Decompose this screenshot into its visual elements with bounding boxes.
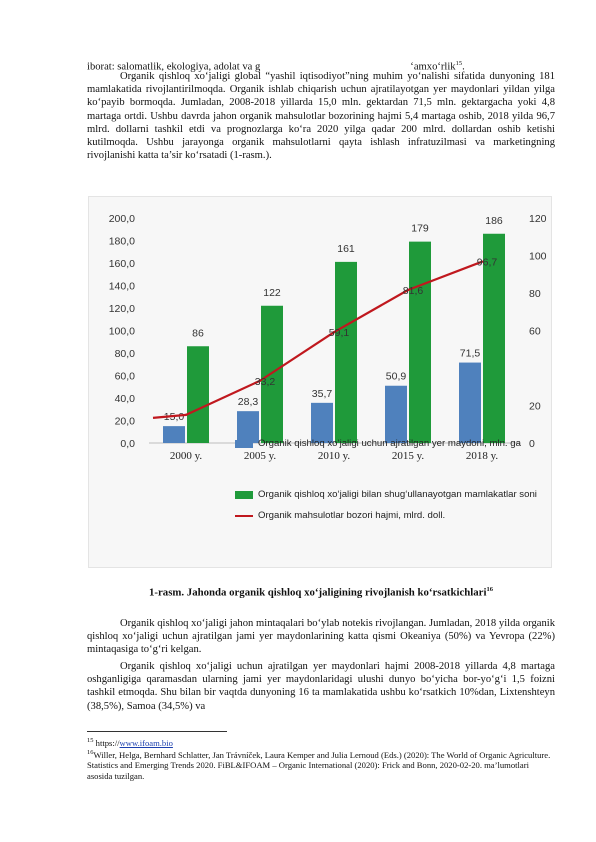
chart-frame (88, 196, 552, 568)
data-label-countries-2: 161 (337, 242, 355, 255)
y-left-tick-label: 60,0 (114, 370, 135, 383)
data-label-area-4: 71,5 (459, 347, 481, 360)
x-tick-label-3: 2015 y. (391, 450, 425, 462)
footnote-ref-15: 15 (455, 60, 463, 67)
bar-countries-2 (335, 262, 357, 443)
y-left-tick-label: 160,0 (108, 258, 135, 270)
data-label-countries-3: 179 (411, 222, 429, 235)
x-tick-label-1: 2005 y. (243, 450, 277, 462)
data-label-area-0: 15,0 (163, 411, 185, 424)
y-right-tick-label: 0 (529, 438, 535, 450)
footnote-15-number: 15 (87, 737, 94, 744)
footnote-16 (87, 748, 555, 782)
legend-label-area: Organik qishloq xo‘jaligi uchun ajratilgan yer maydoni, mln. ga (258, 438, 521, 449)
y-left-tick-label: 120,0 (108, 303, 135, 315)
footnote-15 (87, 736, 555, 748)
legend-label-market: Organik mahsulotlar bozori hajmi, mlrd. doll. (258, 510, 446, 521)
paragraph-regions: Organik qishloq xo‘jaligi jahon mintaqalari bo‘ylab notekis rivojlangan. Jumladan, 2018 yilda organik qishloq xo‘jaligi uchun ajratilgan jami yer maydonlarining katta qismi Okeaniya (50%) va Yevropa (22%) mintaqasiga to‘g‘ri kelgan. (87, 618, 555, 656)
y-left-tick-label: 0,0 (120, 438, 135, 450)
data-label-market-1: 33,2 (254, 375, 276, 388)
paragraph-share: Organik qishloq xo‘jaligi uchun ajratilgan yer maydonlari hajmi 2008-2018 yillarda 4,8 martaga oshganligiga qaramasdan ularning jami yer maydonlaridagi ulushi dunyo bo‘yicha bor-yo‘g‘i 1,5 foizni tashkil etmoqda. Shu bilan bir vaqtda dunyoning 16 ta mamlakatida ushbu ko‘rsatkich 10%dan, Lixtenshteyn (38,5%), Samoa (34,5%) va (87, 661, 555, 712)
data-label-area-2: 35,7 (311, 387, 333, 400)
bar-area-3 (385, 386, 407, 443)
data-label-countries-1: 122 (263, 286, 281, 299)
bar-area-2 (311, 403, 333, 443)
legend-item-countries (235, 489, 537, 500)
y-left-tick-label: 80,0 (114, 348, 135, 360)
y-right-tick-label: 20 (529, 400, 541, 413)
footnote-16-text: Willer, Helga, Bernhard Schlatter, Jan Trávníček, Laura Kemper and Julia Lernoud (Eds.) (2020): The World of Organic Agriculture. Statistics and Emerging Trends 2020. FiBL&IFOAM – Organic International (2020): Frick and Bonn, 2020-02-20. ma’lumotlari asosida tuzilgan. (87, 749, 551, 782)
line1-left: iborat: salomatlik, ekologiya, adolat va g (87, 61, 261, 73)
data-label-area-3: 50,9 (385, 370, 407, 383)
line1-right: ‘amxo‘rlik (410, 61, 456, 73)
point-market-0 (185, 414, 187, 416)
data-label-countries-0: 86 (192, 327, 204, 340)
footnote-15-text: https:// (93, 737, 120, 748)
legend-swatch-countries (235, 491, 253, 499)
legend-label-countries: Organik qishloq xo‘jaligi bilan shug‘ullanayotgan mamlakatlar soni (258, 489, 537, 500)
bar-area-4 (459, 363, 481, 443)
y-right-tick-label: 60 (529, 325, 541, 338)
y-left-tick-label: 40,0 (114, 393, 135, 405)
x-tick-label-0: 2000 y. (169, 450, 203, 462)
x-tick-label-4: 2018 y. (465, 450, 499, 462)
footnote-16-number: 16 (87, 749, 94, 756)
y-right-tick-label: 80 (529, 288, 541, 300)
data-label-area-1: 28,3 (237, 396, 259, 409)
figure-caption (87, 586, 555, 599)
y-left-tick-label: 140,0 (108, 280, 135, 293)
bar-area-0 (163, 426, 185, 443)
y-left-tick-label: 20,0 (114, 415, 135, 428)
paragraph-intro: Organik qishloq xo‘jaligi global “yashil iqtisodiyot”ning muhim yo‘nalishi sifatida dunyoning 181 mamlakatida rivojlantirilmoqda. Organik ishlab chiqarish uchun ajratilayotgan yer maydonlari yildan yilga ko‘payib bormoqda. Jumladan, 2008-2018 yillarda 15,0 mln. gektardan 71,5 mln. gektargacha yoki 4,8 martaga ortdi. Ushbu davrda jahon organik mahsulotlar bozorining hajmi 5,4 martaga oshib, 2018 yilda 96,7 mlrd. dollarni tashkil etdi va prognozlarga ko‘ra 2020 yilga qadar 200 mlrd. dollardan oshib ketishi kutilmoqda. Ushbu jarayonga organik mahsulotlarni qayta ishlash infratuzilmasi va marketingning rivojlanishi katta ta’sir ko‘rsatadi (1-rasm.). (87, 71, 555, 162)
footnote-15-link[interactable]: www.ifoam.bio (119, 737, 173, 748)
caption-text: 1-rasm. Jahonda organik qishloq xo‘jaligining rivojlanish ko‘rsatkichlari (149, 586, 487, 599)
data-label-countries-4: 186 (485, 214, 503, 227)
y-right-tick-label: 120 (529, 213, 547, 225)
legend-item-area (235, 438, 521, 449)
bar-countries-3 (409, 242, 431, 443)
legend-swatch-area (235, 440, 253, 448)
bar-countries-0 (187, 346, 209, 443)
footnote-divider (87, 731, 227, 732)
data-label-market-3: 81,6 (402, 285, 424, 297)
legend-item-market (235, 510, 445, 521)
data-label-market-4: 96,7 (476, 256, 498, 269)
y-right-tick-label: 100 (529, 250, 547, 263)
footnote-ref-16: 16 (486, 586, 493, 593)
y-left-tick-label: 100,0 (108, 325, 135, 338)
legend-swatch-market (235, 515, 253, 517)
text-line-top: iborat: salomatlik, ekologiya, adolat va g ‘amxo‘rlik$^{15}$. (87, 60, 465, 73)
data-label-market-2: 59,1 (328, 327, 350, 340)
x-tick-label-2: 2010 y. (317, 450, 351, 462)
y-left-tick-label: 180,0 (108, 235, 135, 248)
bar-countries-1 (261, 306, 283, 443)
y-left-tick-label: 200,0 (108, 213, 135, 225)
